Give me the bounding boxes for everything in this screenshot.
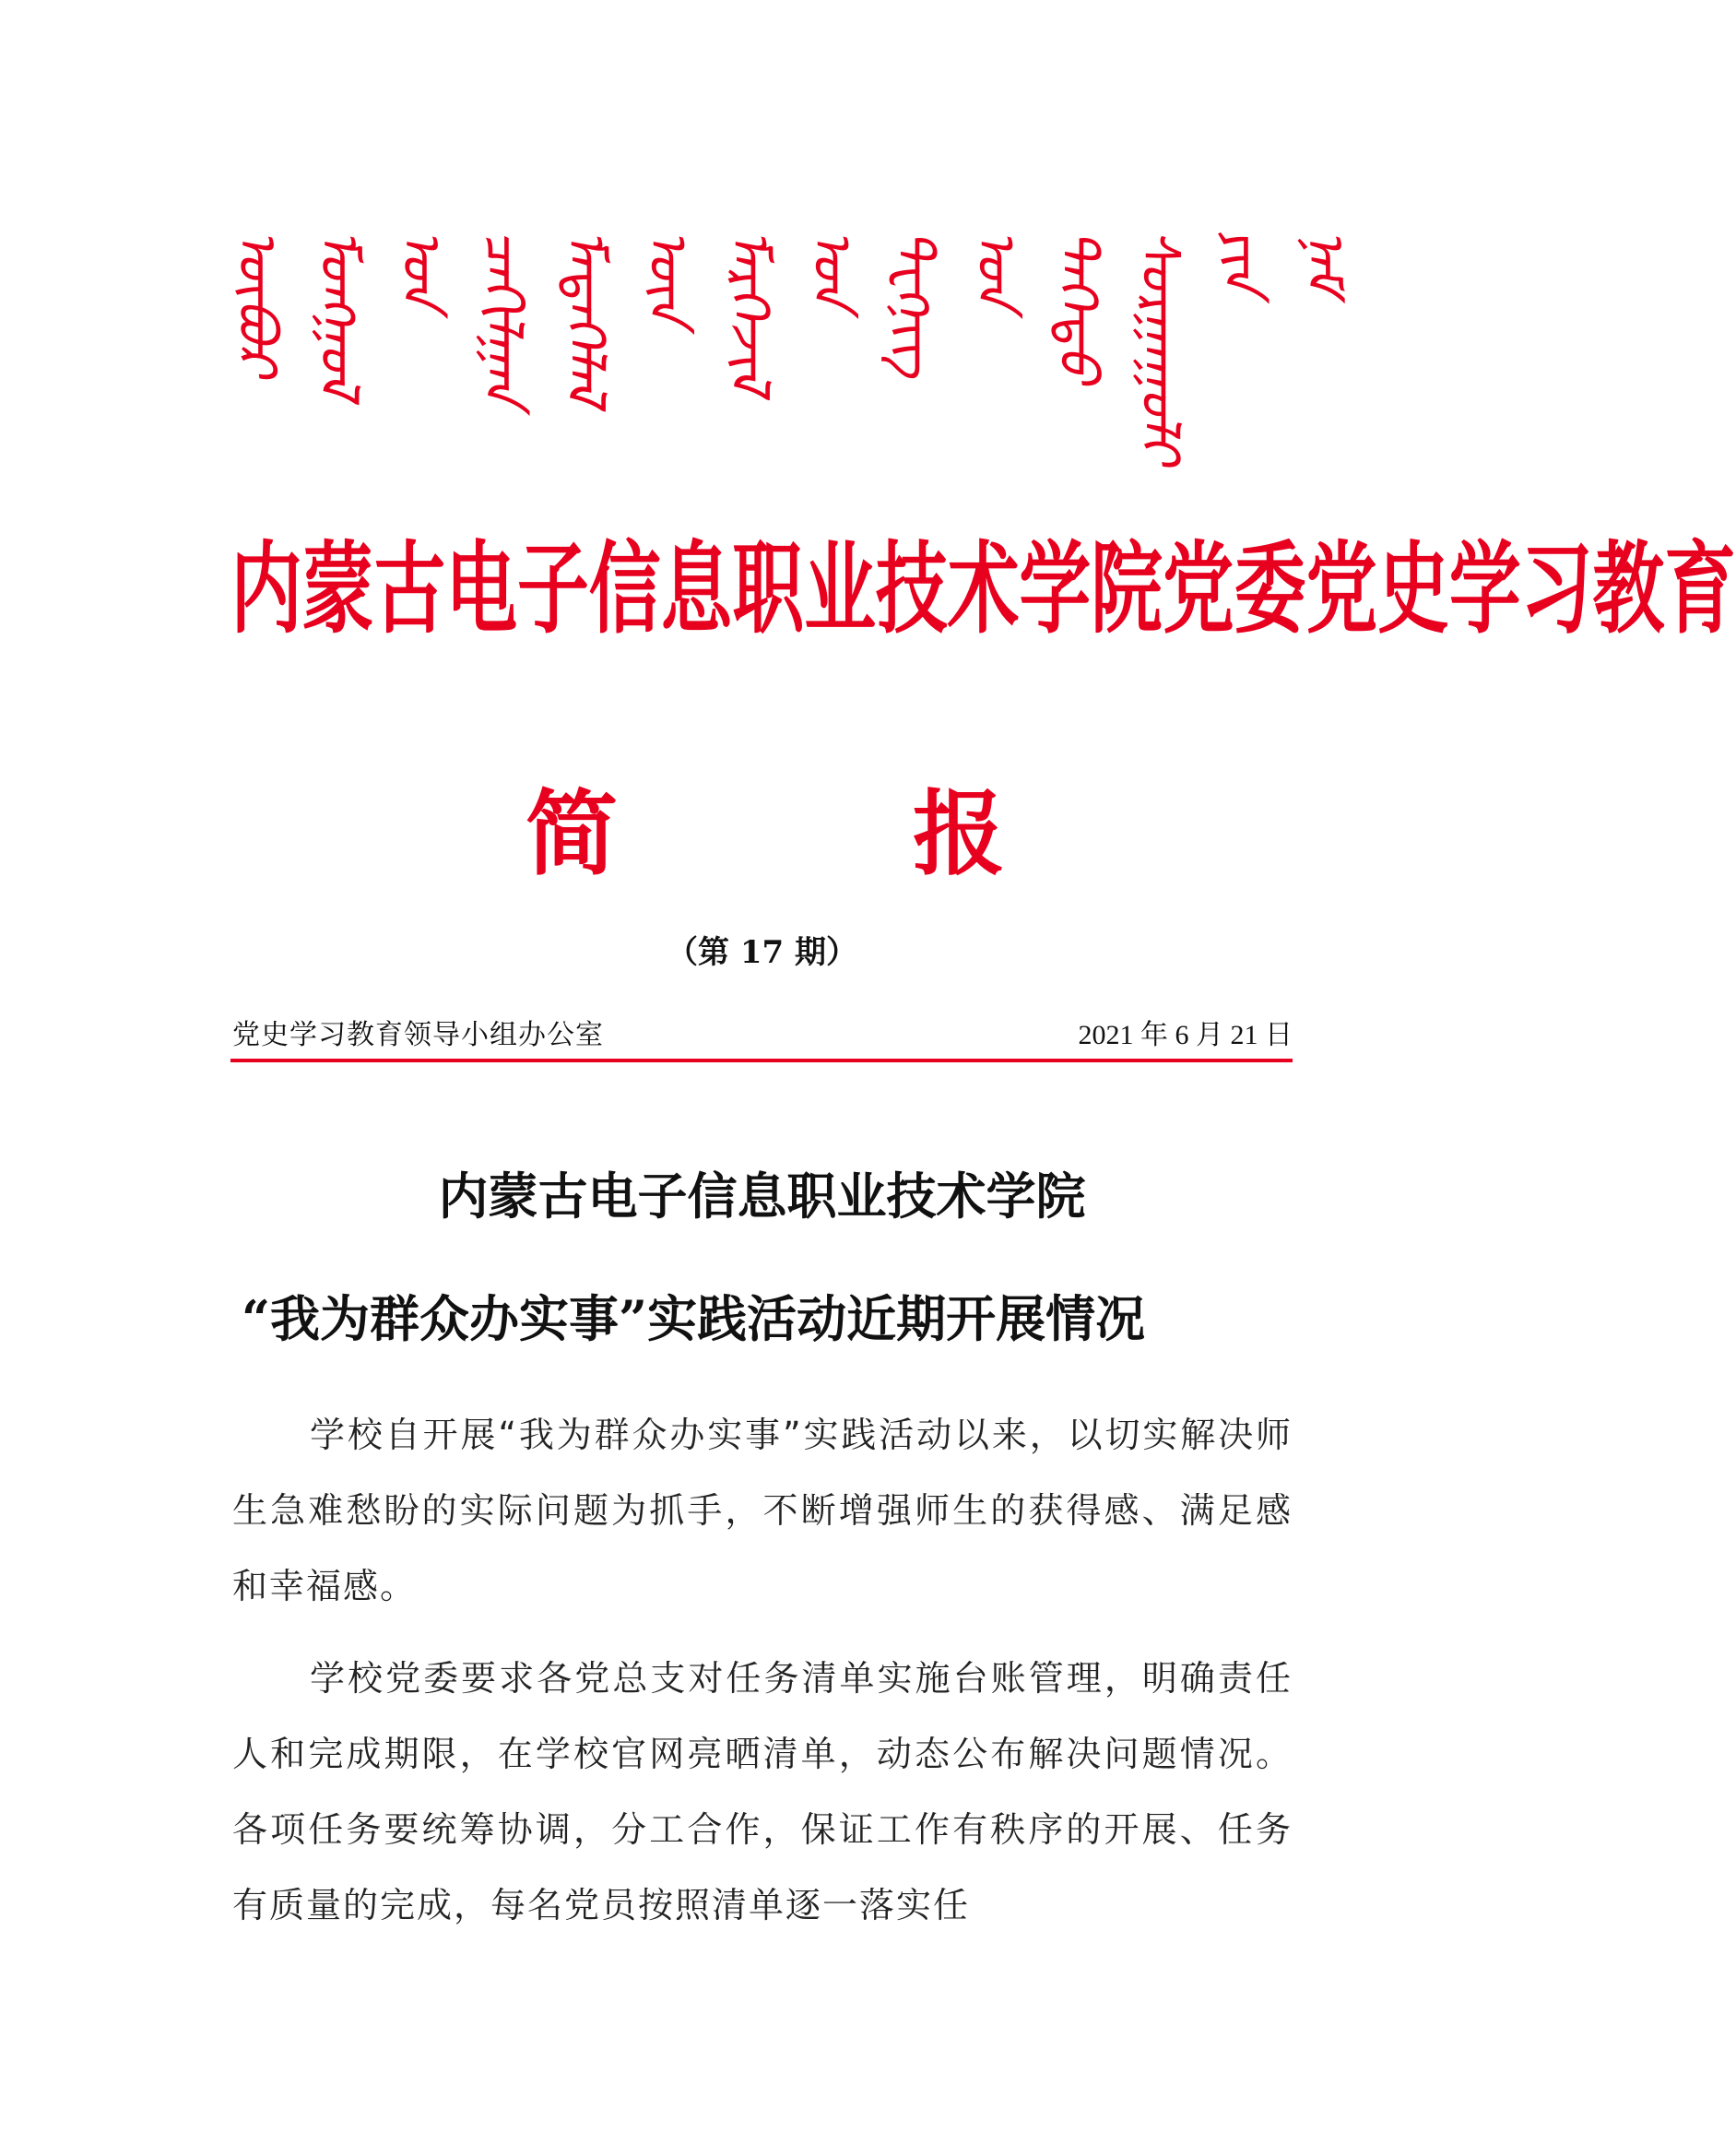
masthead-subtitle [526, 780, 1005, 888]
article-title-line-1: 内蒙古电子信息职业技术学院 [438, 1167, 1086, 1226]
mongolian-word: ᠤᠨ [964, 229, 1028, 309]
mongolian-word: ᠳᠡᠭᠡᠳᠦ [1046, 229, 1110, 383]
mongolian-word: ᠶᠢᠨ [1210, 229, 1274, 294]
mongolian-word: ᠥᠪᠥᠷ [226, 229, 289, 376]
mongolian-word: ᠮᠣᠩᠭᠣᠯ [308, 229, 372, 398]
paragraph: 学校自开展“我为群众办实事”实践活动以来，以切实解决师生急难愁盼的实际问题为抓手，不断增强师生的获得感、满足感和幸福感。 [232, 1415, 1293, 1606]
mongolian-word: ᠨᠠᠮ [1293, 229, 1356, 295]
mongolian-script-title [226, 229, 1356, 464]
mongolian-word: ᠴᠠᠬᠢᠯᠭᠠᠨ [472, 229, 536, 406]
mongolian-word: ᠮᠡᠳᠡᠭᠡᠯᠡᠯ [554, 229, 618, 405]
masthead-title: 内蒙古电子信息职业技术学院党委党史学习教育 [230, 532, 1736, 647]
subtitle-char-right: 报 [913, 780, 1005, 888]
paragraph: 学校党委要求各党总支对任务清单实施台账管理，明确责任人和完成期限，在学校官网亮晒清单，动态公布解决问题情况。各项任务要统筹协调，分工合作，保证工作有秩序的开展、任务有质量的完成，每名党员按照清单逐一落实任 [232, 1658, 1293, 1925]
mongolian-word: ᠮᠡᠷᠭᠡᠵᠢᠯ [718, 229, 782, 394]
red-divider [230, 1059, 1293, 1062]
mongolian-word: ᠰᠤᠷᠭᠠᠭᠤᠯᠢ [1128, 229, 1192, 464]
subtitle-char-left: 简 [526, 780, 618, 888]
issue-number: （第 17 期） [667, 934, 857, 971]
issue-date: 2021 年 6 月 21 日 [1078, 1020, 1293, 1050]
mongolian-word: ᠦᠨ [636, 229, 700, 325]
article-title-line-2: “我为群众办实事”实践活动近期开展情况 [242, 1289, 1146, 1348]
issuing-office: 党史学习教育领导小组办公室 [232, 1019, 604, 1051]
mongolian-word: ᠤᠨ [800, 229, 864, 309]
mongolian-word: ᠤᠨ [390, 229, 454, 309]
mongolian-word: ᠲᠧᠭᠨᠢᠭ [882, 229, 946, 377]
issuer-row [232, 1012, 1293, 1052]
article-body [232, 1397, 1293, 1960]
